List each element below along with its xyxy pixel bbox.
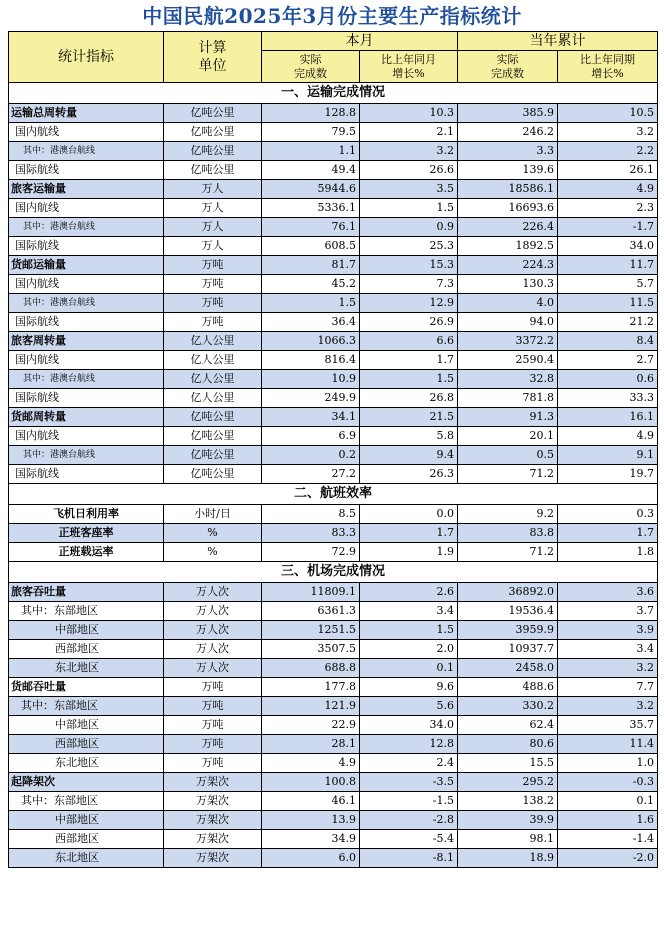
month-actual-cell: 177.8 xyxy=(262,678,360,697)
ytd-actual-cell: 3.3 xyxy=(458,142,558,161)
indicator-name: 国内航线 xyxy=(9,199,164,218)
month-actual-cell: 83.3 xyxy=(262,524,360,543)
indicator-name: 其中：港澳台航线 xyxy=(9,446,164,465)
indicator-name: 旅客周转量 xyxy=(9,332,164,351)
ytd-actual-cell: 488.6 xyxy=(458,678,558,697)
month-yoy-cell: -2.8 xyxy=(360,811,458,830)
indicator-name: 其中：港澳台航线 xyxy=(9,142,164,161)
unit-cell: 亿人公里 xyxy=(164,351,262,370)
ytd-yoy-cell: 3.9 xyxy=(558,621,658,640)
unit-cell: 亿人公里 xyxy=(164,389,262,408)
month-actual-cell: 1.5 xyxy=(262,294,360,313)
ytd-actual-cell: 1892.5 xyxy=(458,237,558,256)
month-yoy-cell: 1.9 xyxy=(360,543,458,562)
ytd-yoy-cell: 2.2 xyxy=(558,142,658,161)
ytd-yoy-cell: 11.4 xyxy=(558,735,658,754)
table-row xyxy=(9,830,658,849)
ytd-yoy-cell: 21.2 xyxy=(558,313,658,332)
unit-cell: 亿吨公里 xyxy=(164,161,262,180)
ytd-actual-cell: 71.2 xyxy=(458,465,558,484)
table-row xyxy=(9,408,658,427)
header-month-actual-line1: 实际 xyxy=(299,52,322,66)
section-row xyxy=(9,484,658,505)
ytd-yoy-cell: 0.6 xyxy=(558,370,658,389)
indicator-name: 其中：东部地区 xyxy=(9,792,164,811)
month-actual-cell: 28.1 xyxy=(262,735,360,754)
month-yoy-cell: 26.6 xyxy=(360,161,458,180)
unit-cell: 万人 xyxy=(164,237,262,256)
ytd-actual-cell: 385.9 xyxy=(458,104,558,123)
ytd-actual-cell: 15.5 xyxy=(458,754,558,773)
header-ytd-yoy xyxy=(558,51,658,83)
month-actual-cell: 3507.5 xyxy=(262,640,360,659)
month-actual-cell: 249.9 xyxy=(262,389,360,408)
month-actual-cell: 10.9 xyxy=(262,370,360,389)
table-row xyxy=(9,389,658,408)
unit-cell: 亿吨公里 xyxy=(164,104,262,123)
month-actual-cell: 49.4 xyxy=(262,161,360,180)
month-yoy-cell: 1.5 xyxy=(360,621,458,640)
ytd-yoy-cell: 5.7 xyxy=(558,275,658,294)
month-yoy-cell: 1.7 xyxy=(360,524,458,543)
ytd-yoy-cell: -2.0 xyxy=(558,849,658,868)
unit-cell: 万吨 xyxy=(164,735,262,754)
month-yoy-cell: 6.6 xyxy=(360,332,458,351)
indicator-name: 运输总周转量 xyxy=(9,104,164,123)
month-actual-cell: 1251.5 xyxy=(262,621,360,640)
ytd-yoy-cell: 2.3 xyxy=(558,199,658,218)
month-yoy-cell: 9.4 xyxy=(360,446,458,465)
ytd-yoy-cell: 0.1 xyxy=(558,792,658,811)
ytd-actual-cell: 330.2 xyxy=(458,697,558,716)
table-row xyxy=(9,640,658,659)
indicator-name: 货邮吞吐量 xyxy=(9,678,164,697)
month-actual-cell: 5944.6 xyxy=(262,180,360,199)
section-row xyxy=(9,83,658,104)
indicator-name: 西部地区 xyxy=(9,640,164,659)
table-row xyxy=(9,218,658,237)
table-row xyxy=(9,811,658,830)
month-actual-cell: 1.1 xyxy=(262,142,360,161)
month-actual-cell: 79.5 xyxy=(262,123,360,142)
header-ytd-actual-line2: 完成数 xyxy=(491,66,524,80)
month-yoy-cell: 0.9 xyxy=(360,218,458,237)
indicator-name: 正班客座率 xyxy=(9,524,164,543)
month-actual-cell: 27.2 xyxy=(262,465,360,484)
table-row xyxy=(9,505,658,524)
unit-cell: 亿吨公里 xyxy=(164,465,262,484)
unit-cell: 万架次 xyxy=(164,773,262,792)
month-yoy-cell: 10.3 xyxy=(360,104,458,123)
ytd-actual-cell: 224.3 xyxy=(458,256,558,275)
ytd-actual-cell: 18.9 xyxy=(458,849,558,868)
unit-cell: 亿吨公里 xyxy=(164,408,262,427)
month-yoy-cell: 25.3 xyxy=(360,237,458,256)
table-row xyxy=(9,256,658,275)
month-actual-cell: 121.9 xyxy=(262,697,360,716)
header-ytd-yoy-line1: 比上年同期 xyxy=(580,52,635,66)
unit-cell: 万人次 xyxy=(164,640,262,659)
ytd-actual-cell: 0.5 xyxy=(458,446,558,465)
header-ytd-yoy-line2: 增长% xyxy=(591,66,624,80)
header-unit-line1: 计算 xyxy=(198,40,227,56)
table-row xyxy=(9,524,658,543)
ytd-actual-cell: 226.4 xyxy=(458,218,558,237)
table-row xyxy=(9,199,658,218)
month-actual-cell: 11809.1 xyxy=(262,583,360,602)
ytd-actual-cell: 80.6 xyxy=(458,735,558,754)
table-row xyxy=(9,583,658,602)
ytd-yoy-cell: 10.5 xyxy=(558,104,658,123)
table-row xyxy=(9,697,658,716)
unit-cell: 万吨 xyxy=(164,294,262,313)
month-actual-cell: 81.7 xyxy=(262,256,360,275)
month-actual-cell: 46.1 xyxy=(262,792,360,811)
ytd-yoy-cell: 3.2 xyxy=(558,123,658,142)
table-row xyxy=(9,123,658,142)
section-title: 一、运输完成情况 xyxy=(9,83,658,104)
month-yoy-cell: 34.0 xyxy=(360,716,458,735)
month-yoy-cell: 21.5 xyxy=(360,408,458,427)
month-yoy-cell: 12.9 xyxy=(360,294,458,313)
ytd-yoy-cell: 3.7 xyxy=(558,602,658,621)
unit-cell: 万人 xyxy=(164,180,262,199)
table-row xyxy=(9,427,658,446)
month-yoy-cell: 5.6 xyxy=(360,697,458,716)
indicator-name: 国际航线 xyxy=(9,161,164,180)
ytd-yoy-cell: 7.7 xyxy=(558,678,658,697)
unit-cell: 万吨 xyxy=(164,275,262,294)
ytd-yoy-cell: 33.3 xyxy=(558,389,658,408)
ytd-actual-cell: 246.2 xyxy=(458,123,558,142)
ytd-yoy-cell: 9.1 xyxy=(558,446,658,465)
unit-cell: 万架次 xyxy=(164,792,262,811)
indicator-name: 国内航线 xyxy=(9,275,164,294)
unit-cell: 亿吨公里 xyxy=(164,446,262,465)
table-header xyxy=(9,32,658,83)
unit-cell: 万吨 xyxy=(164,716,262,735)
indicator-name: 货邮运输量 xyxy=(9,256,164,275)
month-yoy-cell: 2.6 xyxy=(360,583,458,602)
unit-cell: 万人次 xyxy=(164,659,262,678)
table-row xyxy=(9,180,658,199)
table-row xyxy=(9,161,658,180)
table-row xyxy=(9,465,658,484)
ytd-yoy-cell: 3.4 xyxy=(558,640,658,659)
indicator-name: 货邮周转量 xyxy=(9,408,164,427)
unit-cell: 万吨 xyxy=(164,678,262,697)
table-row xyxy=(9,104,658,123)
table-row xyxy=(9,332,658,351)
month-yoy-cell: 2.4 xyxy=(360,754,458,773)
month-actual-cell: 45.2 xyxy=(262,275,360,294)
month-actual-cell: 34.1 xyxy=(262,408,360,427)
header-unit xyxy=(164,32,262,83)
ytd-actual-cell: 91.3 xyxy=(458,408,558,427)
unit-cell: 万吨 xyxy=(164,256,262,275)
table-row xyxy=(9,313,658,332)
header-month-yoy xyxy=(360,51,458,83)
month-yoy-cell: 12.8 xyxy=(360,735,458,754)
indicator-name: 西部地区 xyxy=(9,735,164,754)
month-yoy-cell: 3.4 xyxy=(360,602,458,621)
month-yoy-cell: 1.7 xyxy=(360,351,458,370)
header-this-month: 本月 xyxy=(262,32,458,51)
ytd-yoy-cell: 3.2 xyxy=(558,697,658,716)
month-actual-cell: 8.5 xyxy=(262,505,360,524)
ytd-actual-cell: 130.3 xyxy=(458,275,558,294)
table-row xyxy=(9,370,658,389)
month-actual-cell: 76.1 xyxy=(262,218,360,237)
table-row xyxy=(9,275,658,294)
table-row xyxy=(9,849,658,868)
ytd-yoy-cell: 34.0 xyxy=(558,237,658,256)
month-yoy-cell: 0.0 xyxy=(360,505,458,524)
month-actual-cell: 128.8 xyxy=(262,104,360,123)
ytd-actual-cell: 71.2 xyxy=(458,543,558,562)
indicator-name: 国内航线 xyxy=(9,123,164,142)
month-actual-cell: 34.9 xyxy=(262,830,360,849)
unit-cell: 万人次 xyxy=(164,583,262,602)
header-ytd: 当年累计 xyxy=(458,32,658,51)
table-row xyxy=(9,792,658,811)
month-yoy-cell: 1.5 xyxy=(360,370,458,389)
table-row xyxy=(9,773,658,792)
ytd-actual-cell: 18586.1 xyxy=(458,180,558,199)
ytd-actual-cell: 295.2 xyxy=(458,773,558,792)
ytd-actual-cell: 83.8 xyxy=(458,524,558,543)
month-actual-cell: 1066.3 xyxy=(262,332,360,351)
indicator-name: 国内航线 xyxy=(9,427,164,446)
ytd-actual-cell: 62.4 xyxy=(458,716,558,735)
table-row xyxy=(9,716,658,735)
indicator-name: 旅客运输量 xyxy=(9,180,164,199)
month-actual-cell: 13.9 xyxy=(262,811,360,830)
header-indicator: 统计指标 xyxy=(9,32,164,83)
unit-cell: 万人次 xyxy=(164,621,262,640)
indicator-name: 国际航线 xyxy=(9,465,164,484)
month-yoy-cell: -1.5 xyxy=(360,792,458,811)
month-yoy-cell: 2.1 xyxy=(360,123,458,142)
table-row xyxy=(9,351,658,370)
month-actual-cell: 5336.1 xyxy=(262,199,360,218)
indicator-name: 东北地区 xyxy=(9,754,164,773)
statistics-table xyxy=(8,31,658,868)
month-yoy-cell: 7.3 xyxy=(360,275,458,294)
indicator-name: 东北地区 xyxy=(9,659,164,678)
unit-cell: 亿吨公里 xyxy=(164,123,262,142)
indicator-name: 其中：东部地区 xyxy=(9,697,164,716)
unit-cell: 亿人公里 xyxy=(164,370,262,389)
ytd-yoy-cell: 4.9 xyxy=(558,180,658,199)
month-yoy-cell: 26.8 xyxy=(360,389,458,408)
ytd-actual-cell: 4.0 xyxy=(458,294,558,313)
ytd-actual-cell: 98.1 xyxy=(458,830,558,849)
month-actual-cell: 4.9 xyxy=(262,754,360,773)
ytd-actual-cell: 781.8 xyxy=(458,389,558,408)
unit-cell: 亿人公里 xyxy=(164,332,262,351)
section-title: 二、航班效率 xyxy=(9,484,658,505)
month-actual-cell: 72.9 xyxy=(262,543,360,562)
month-yoy-cell: 5.8 xyxy=(360,427,458,446)
ytd-actual-cell: 32.8 xyxy=(458,370,558,389)
ytd-actual-cell: 20.1 xyxy=(458,427,558,446)
table-row xyxy=(9,602,658,621)
indicator-name: 国际航线 xyxy=(9,313,164,332)
ytd-yoy-cell: 1.7 xyxy=(558,524,658,543)
ytd-yoy-cell: 26.1 xyxy=(558,161,658,180)
unit-cell: 万架次 xyxy=(164,849,262,868)
indicator-name: 中部地区 xyxy=(9,811,164,830)
unit-cell: 小时/日 xyxy=(164,505,262,524)
page-title: 中国民航2025年3月份主要生产指标统计 xyxy=(142,4,522,28)
table-row xyxy=(9,621,658,640)
header-month-actual xyxy=(262,51,360,83)
unit-cell: % xyxy=(164,524,262,543)
month-yoy-cell: 1.5 xyxy=(360,199,458,218)
indicator-name: 东北地区 xyxy=(9,849,164,868)
ytd-yoy-cell: 16.1 xyxy=(558,408,658,427)
ytd-actual-cell: 139.6 xyxy=(458,161,558,180)
month-yoy-cell: 26.3 xyxy=(360,465,458,484)
unit-cell: 万架次 xyxy=(164,830,262,849)
table-row xyxy=(9,735,658,754)
month-yoy-cell: -8.1 xyxy=(360,849,458,868)
ytd-actual-cell: 39.9 xyxy=(458,811,558,830)
ytd-actual-cell: 2458.0 xyxy=(458,659,558,678)
ytd-yoy-cell: 35.7 xyxy=(558,716,658,735)
ytd-yoy-cell: 3.6 xyxy=(558,583,658,602)
indicator-name: 飞机日利用率 xyxy=(9,505,164,524)
month-yoy-cell: 0.1 xyxy=(360,659,458,678)
indicator-name: 其中：港澳台航线 xyxy=(9,218,164,237)
table-row xyxy=(9,446,658,465)
month-actual-cell: 608.5 xyxy=(262,237,360,256)
header-month-yoy-line2: 增长% xyxy=(392,66,425,80)
month-yoy-cell: 26.9 xyxy=(360,313,458,332)
ytd-yoy-cell: 1.8 xyxy=(558,543,658,562)
month-actual-cell: 22.9 xyxy=(262,716,360,735)
table-row xyxy=(9,294,658,313)
table-row xyxy=(9,678,658,697)
indicator-name: 国际航线 xyxy=(9,237,164,256)
header-month-yoy-line1: 比上年同月 xyxy=(381,52,436,66)
header-ytd-actual-line1: 实际 xyxy=(496,52,519,66)
ytd-yoy-cell: 8.4 xyxy=(558,332,658,351)
section-title: 三、机场完成情况 xyxy=(9,562,658,583)
header-unit-line2: 单位 xyxy=(198,58,227,74)
ytd-yoy-cell: -1.7 xyxy=(558,218,658,237)
table-row xyxy=(9,142,658,161)
ytd-yoy-cell: -0.3 xyxy=(558,773,658,792)
ytd-yoy-cell: 19.7 xyxy=(558,465,658,484)
ytd-yoy-cell: 1.6 xyxy=(558,811,658,830)
indicator-name: 其中：港澳台航线 xyxy=(9,370,164,389)
month-actual-cell: 6.0 xyxy=(262,849,360,868)
indicator-name: 旅客吞吐量 xyxy=(9,583,164,602)
header-ytd-actual xyxy=(458,51,558,83)
indicator-name: 国内航线 xyxy=(9,351,164,370)
month-yoy-cell: -5.4 xyxy=(360,830,458,849)
indicator-name: 其中：港澳台航线 xyxy=(9,294,164,313)
ytd-actual-cell: 94.0 xyxy=(458,313,558,332)
ytd-actual-cell: 3372.2 xyxy=(458,332,558,351)
month-yoy-cell: 3.2 xyxy=(360,142,458,161)
table-row xyxy=(9,754,658,773)
month-yoy-cell: 9.6 xyxy=(360,678,458,697)
month-actual-cell: 688.8 xyxy=(262,659,360,678)
table-row xyxy=(9,543,658,562)
indicator-name: 其中：东部地区 xyxy=(9,602,164,621)
unit-cell: 万人 xyxy=(164,218,262,237)
table-row xyxy=(9,237,658,256)
month-actual-cell: 36.4 xyxy=(262,313,360,332)
ytd-actual-cell: 19536.4 xyxy=(458,602,558,621)
ytd-yoy-cell: 0.3 xyxy=(558,505,658,524)
unit-cell: % xyxy=(164,543,262,562)
header-month-actual-line2: 完成数 xyxy=(294,66,327,80)
ytd-yoy-cell: 11.5 xyxy=(558,294,658,313)
indicator-name: 正班载运率 xyxy=(9,543,164,562)
section-row xyxy=(9,562,658,583)
month-actual-cell: 6.9 xyxy=(262,427,360,446)
ytd-yoy-cell: 1.0 xyxy=(558,754,658,773)
table-row xyxy=(9,659,658,678)
ytd-actual-cell: 36892.0 xyxy=(458,583,558,602)
ytd-yoy-cell: 3.2 xyxy=(558,659,658,678)
month-yoy-cell: 2.0 xyxy=(360,640,458,659)
ytd-actual-cell: 10937.7 xyxy=(458,640,558,659)
ytd-actual-cell: 9.2 xyxy=(458,505,558,524)
unit-cell: 万吨 xyxy=(164,754,262,773)
ytd-yoy-cell: -1.4 xyxy=(558,830,658,849)
indicator-name: 国际航线 xyxy=(9,389,164,408)
ytd-yoy-cell: 11.7 xyxy=(558,256,658,275)
ytd-actual-cell: 138.2 xyxy=(458,792,558,811)
month-yoy-cell: 15.3 xyxy=(360,256,458,275)
indicator-name: 中部地区 xyxy=(9,716,164,735)
table-body xyxy=(9,83,658,868)
unit-cell: 万人 xyxy=(164,199,262,218)
month-actual-cell: 816.4 xyxy=(262,351,360,370)
ytd-yoy-cell: 2.7 xyxy=(558,351,658,370)
unit-cell: 亿吨公里 xyxy=(164,427,262,446)
month-yoy-cell: -3.5 xyxy=(360,773,458,792)
ytd-actual-cell: 3959.9 xyxy=(458,621,558,640)
month-yoy-cell: 3.5 xyxy=(360,180,458,199)
unit-cell: 万架次 xyxy=(164,811,262,830)
ytd-actual-cell: 16693.6 xyxy=(458,199,558,218)
month-actual-cell: 0.2 xyxy=(262,446,360,465)
unit-cell: 万人次 xyxy=(164,602,262,621)
indicator-name: 西部地区 xyxy=(9,830,164,849)
unit-cell: 万吨 xyxy=(164,697,262,716)
unit-cell: 亿吨公里 xyxy=(164,142,262,161)
unit-cell: 万吨 xyxy=(164,313,262,332)
ytd-yoy-cell: 4.9 xyxy=(558,427,658,446)
ytd-actual-cell: 2590.4 xyxy=(458,351,558,370)
indicator-name: 中部地区 xyxy=(9,621,164,640)
indicator-name: 起降架次 xyxy=(9,773,164,792)
month-actual-cell: 100.8 xyxy=(262,773,360,792)
month-actual-cell: 6361.3 xyxy=(262,602,360,621)
